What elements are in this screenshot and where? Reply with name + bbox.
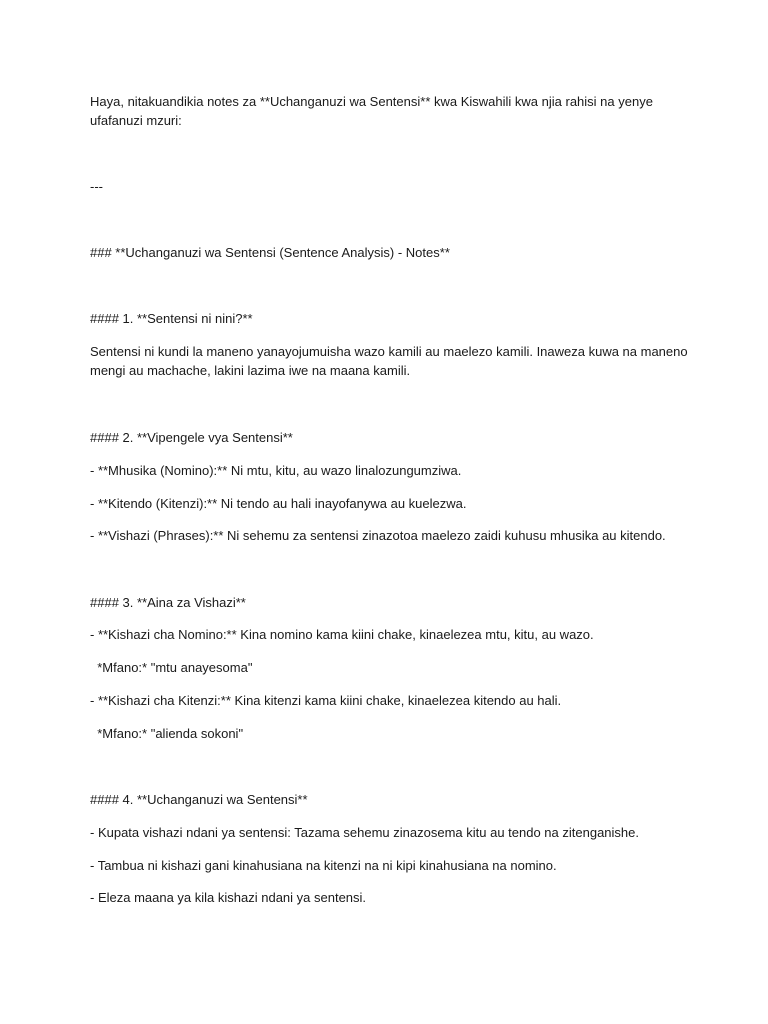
list-item: - **Kishazi cha Kitenzi:** Kina kitenzi kama kiini chake, kinaelezea kitendo au hali. [90, 693, 562, 708]
separator-line: --- [90, 179, 103, 194]
list-item: - Tambua ni kishazi gani kinahusiana na kitenzi na ni kipi kinahusiana na nomino. [90, 858, 557, 873]
example-line: *Mfano:* "mtu anayesoma" [90, 660, 253, 675]
example-line: *Mfano:* "alienda sokoni" [90, 726, 244, 741]
section-3-heading: #### 3. **Aina za Vishazi** [90, 595, 246, 610]
document-title: ### **Uchanganuzi wa Sentensi (Sentence Analysis) - Notes** [90, 245, 450, 260]
section-1-heading: #### 1. **Sentensi ni nini?** [90, 311, 253, 326]
section-1-paragraph: Sentensi ni kundi la maneno yanayojumuisha wazo kamili au maelezo kamili. Inaweza kuwa na maneno mengi au machache, lakini lazima iwe na maana kamili. [90, 344, 692, 378]
list-item: - **Vishazi (Phrases):** Ni sehemu za sentensi zinazotoa maelezo zaidi kuhusu mhusika au kitendo. [90, 528, 666, 543]
section-2-heading: #### 2. **Vipengele vya Sentensi** [90, 430, 293, 445]
list-item: - Kupata vishazi ndani ya sentensi: Tazama sehemu zinazosema kitu au tendo na zitenganishe. [90, 825, 639, 840]
list-item: - Eleza maana ya kila kishazi ndani ya sentensi. [90, 890, 367, 905]
list-item: - **Mhusika (Nomino):** Ni mtu, kitu, au wazo linalozungumziwa. [90, 463, 462, 478]
section-4-heading: #### 4. **Uchanganuzi wa Sentensi** [90, 792, 308, 807]
list-item: - **Kishazi cha Nomino:** Kina nomino kama kiini chake, kinaelezea mtu, kitu, au wazo. [90, 627, 594, 642]
intro-paragraph: Haya, nitakuandikia notes za **Uchanganuzi wa Sentensi** kwa Kiswahili kwa njia rahisi na yenye ufafanuzi mzuri: [90, 94, 657, 128]
list-item: - **Kitendo (Kitenzi):** Ni tendo au hali inayofanywa au kuelezwa. [90, 496, 467, 511]
